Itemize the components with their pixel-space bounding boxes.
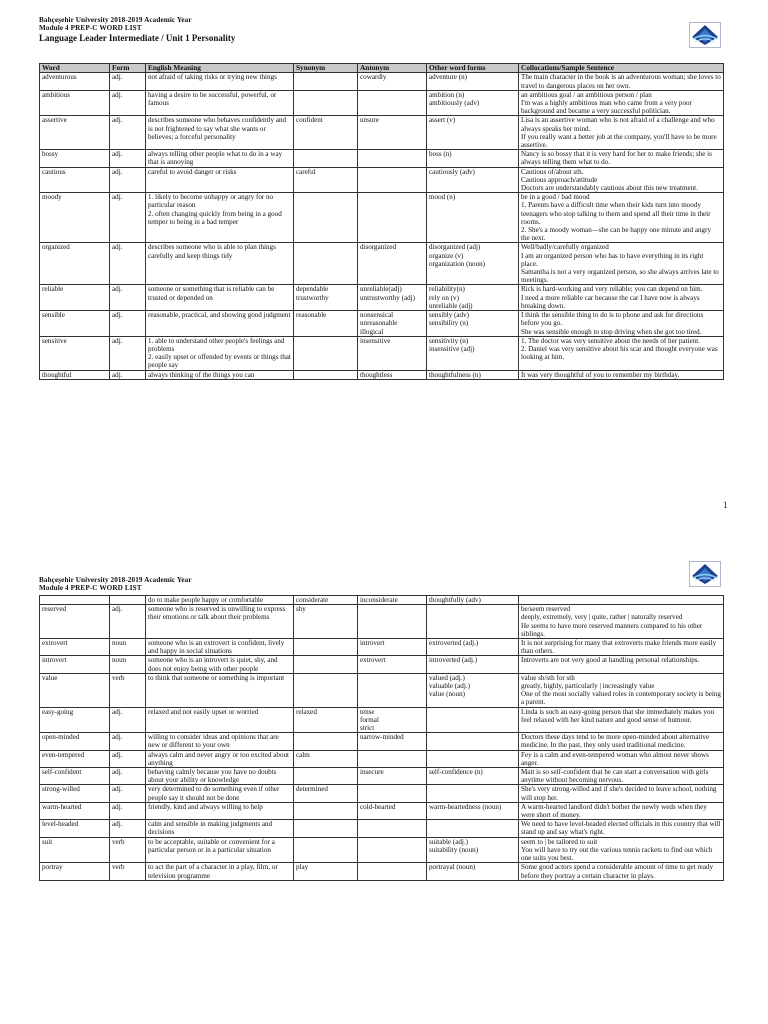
table-row: [40, 837, 724, 863]
table-row: [40, 193, 724, 243]
word-cell: assertive: [40, 116, 110, 150]
form-cell: noun: [110, 656, 146, 673]
form-cell: adj.: [110, 820, 146, 837]
sample-sentence-cell: Doctors these days tend to be more open-minded about alternative medicine. In the past, they only used traditional medicine.: [519, 733, 724, 750]
form-cell: adj.: [110, 116, 146, 150]
sample-sentence-cell: Some good actors spend a considerable amount of time to get ready before they portray a certain character in plays.: [519, 863, 724, 880]
synonym-cell: calm: [294, 750, 358, 767]
synonym-cell: [294, 90, 358, 116]
sample-sentence-cell: She's very strong-willed and if she's decided to leave school, nothing will stop her.: [519, 785, 724, 802]
page-header: [39, 16, 235, 43]
table-row: [40, 116, 724, 150]
meaning-cell: relaxed and not easily upset or worried: [146, 707, 294, 733]
antonym-cell: [358, 673, 427, 707]
antonym-cell: unreliable(adj) untrustworthy (adj): [358, 285, 427, 311]
form-cell: adj.: [110, 150, 146, 167]
meaning-cell: 1. likely to become unhappy or angry for no particular reason 2. often changing quickly from being in a good temper to being in a bad temper: [146, 193, 294, 243]
word-cell: organized: [40, 243, 110, 285]
other-forms-cell: [427, 785, 519, 802]
sample-sentence-cell: an ambitious goal / an ambitious person / plan I'm was a highly ambitious man who came from a very poor background and became a very successful politician.: [519, 90, 724, 116]
form-cell: adj.: [110, 90, 146, 116]
antonym-cell: cowardly: [358, 73, 427, 90]
antonym-cell: [358, 820, 427, 837]
table-row: [40, 639, 724, 656]
form-cell: adj.: [110, 802, 146, 819]
meaning-cell: friendly, kind and always willing to help: [146, 802, 294, 819]
meaning-cell: someone who is reserved is unwilling to express their emotions or talk about their problems: [146, 605, 294, 639]
sample-sentence-cell: Linda is such an easy-going person that she immediately makes you feel relaxed with her kind nature and good sense of humour.: [519, 707, 724, 733]
form-cell: adj.: [110, 707, 146, 733]
other-forms-cell: [427, 750, 519, 767]
meaning-cell: careful to avoid danger or risks: [146, 167, 294, 193]
university-logo-icon: [689, 22, 721, 48]
meaning-cell: willing to consider ideas and opinions that are new or different to your own: [146, 733, 294, 750]
word-list-table: [39, 63, 724, 380]
synonym-cell: careful: [294, 167, 358, 193]
column-header: Word: [40, 64, 110, 73]
other-forms-cell: introverted (adj.): [427, 656, 519, 673]
sample-sentence-cell: be in a good / bad mood 1. Parents have a difficult time when their kids turn into moody teenagers who stop talking to them and spend all their time in their rooms. 2. She's a moody woman—she can be happy one minute and angry the next.: [519, 193, 724, 243]
word-cell: self-confident: [40, 768, 110, 785]
word-cell: reliable: [40, 285, 110, 311]
word-cell: moody: [40, 193, 110, 243]
antonym-cell: [358, 90, 427, 116]
antonym-cell: introvert: [358, 639, 427, 656]
antonym-cell: insensitive: [358, 336, 427, 370]
table-row: [40, 596, 724, 605]
antonym-cell: [358, 750, 427, 767]
antonym-cell: insecure: [358, 768, 427, 785]
module-line: Module 4 PREP-C WORD LIST: [39, 584, 142, 593]
table-row: [40, 370, 724, 379]
other-forms-cell: cautiously (adv): [427, 167, 519, 193]
word-list-table: [39, 595, 724, 881]
meaning-cell: always calm and never angry or too excited about anything: [146, 750, 294, 767]
antonym-cell: disorganized: [358, 243, 427, 285]
other-forms-cell: sensibly (adv) sensibility (n): [427, 311, 519, 337]
meaning-cell: to think that someone or something is important: [146, 673, 294, 707]
other-forms-cell: ambition (n) ambitiously (adv): [427, 90, 519, 116]
form-cell: adj.: [110, 336, 146, 370]
antonym-cell: inconsiderate: [358, 596, 427, 605]
word-cell: ambitious: [40, 90, 110, 116]
other-forms-cell: valued (adj.) valuable (adj.) value (noun): [427, 673, 519, 707]
synonym-cell: [294, 150, 358, 167]
word-cell: [40, 596, 110, 605]
synonym-cell: considerate: [294, 596, 358, 605]
table-row: [40, 150, 724, 167]
column-header: Form: [110, 64, 146, 73]
meaning-cell: someone who is an extrovert is confident, lively and happy in social situations: [146, 639, 294, 656]
sample-sentence-cell: A warm-hearted landlord didn't bother the newly weds when they were short of money.: [519, 802, 724, 819]
other-forms-cell: sensitivity (n) insensitive (adj): [427, 336, 519, 370]
word-cell: reserved: [40, 605, 110, 639]
synonym-cell: relaxed: [294, 707, 358, 733]
meaning-cell: having a desire to be successful, powerful, or famous: [146, 90, 294, 116]
column-header: English Meaning: [146, 64, 294, 73]
synonym-cell: confident: [294, 116, 358, 150]
synonym-cell: [294, 656, 358, 673]
other-forms-cell: mood (n): [427, 193, 519, 243]
form-cell: adj.: [110, 733, 146, 750]
sample-sentence-cell: Rick is hard-working and very reliable; you can depend on him. I need a more reliable car because the car I have now is always breaking down.: [519, 285, 724, 311]
synonym-cell: [294, 73, 358, 90]
form-cell: verb: [110, 863, 146, 880]
synonym-cell: shy: [294, 605, 358, 639]
table-row: [40, 863, 724, 880]
page-header: [39, 576, 192, 593]
column-header: Antonym: [358, 64, 427, 73]
column-header: Synonym: [294, 64, 358, 73]
form-cell: noun: [110, 639, 146, 656]
other-forms-cell: [427, 605, 519, 639]
table-row: [40, 820, 724, 837]
table-row: [40, 656, 724, 673]
meaning-cell: describes someone who behaves confidently and is not frightened to say what she wants or believes; a forceful personality: [146, 116, 294, 150]
form-cell: adj.: [110, 167, 146, 193]
sample-sentence-cell: be/seem reserved deeply, extremely, very | quite, rather | naturally reserved He seems to have more reserved manners compared to his other siblings.: [519, 605, 724, 639]
other-forms-cell: [427, 707, 519, 733]
synonym-cell: [294, 837, 358, 863]
document-page-2: [0, 555, 768, 1024]
antonym-cell: [358, 837, 427, 863]
synonym-cell: [294, 370, 358, 379]
antonym-cell: extrovert: [358, 656, 427, 673]
column-header: Other word forms: [427, 64, 519, 73]
other-forms-cell: thoughtfully (adv): [427, 596, 519, 605]
other-forms-cell: thoughtfulness (n): [427, 370, 519, 379]
word-cell: introvert: [40, 656, 110, 673]
form-cell: adj.: [110, 370, 146, 379]
meaning-cell: behaving calmly because you have no doubts about your ability or knowledge: [146, 768, 294, 785]
meaning-cell: describes someone who is able to plan things carefully and keep things tidy: [146, 243, 294, 285]
word-cell: extrovert: [40, 639, 110, 656]
synonym-cell: [294, 193, 358, 243]
meaning-cell: always thinking of the things you can: [146, 370, 294, 379]
sample-sentence-cell: Cautious of/about sth. Cautious approach/attitude Doctors are understandably cautious about this new treatment.: [519, 167, 724, 193]
antonym-cell: [358, 150, 427, 167]
antonym-cell: [358, 167, 427, 193]
table-row: [40, 750, 724, 767]
other-forms-cell: suitable (adj.) suitability (noun): [427, 837, 519, 863]
meaning-cell: do to make people happy or comfortable: [146, 596, 294, 605]
form-cell: adj.: [110, 605, 146, 639]
sample-sentence-cell: We need to have level-headed elected officials in this country that will stand up and say what's right.: [519, 820, 724, 837]
word-cell: bossy: [40, 150, 110, 167]
synonym-cell: [294, 733, 358, 750]
page-number: 1: [723, 500, 728, 510]
table-row: [40, 285, 724, 311]
synonym-cell: [294, 802, 358, 819]
antonym-cell: [358, 863, 427, 880]
sample-sentence-cell: It was very thoughtful of you to remember my birthday.: [519, 370, 724, 379]
meaning-cell: someone or something that is reliable can be trusted or depended on: [146, 285, 294, 311]
sample-sentence-cell: Lisa is an assertive woman who is not afraid of a challenge and who always speaks her mind. If you really want a better job at the company, you'll have to be more assertive.: [519, 116, 724, 150]
antonym-cell: narrow-minded: [358, 733, 427, 750]
sample-sentence-cell: The main character in the book is an adventurous woman; she loves to travel to dangerous places on her own.: [519, 73, 724, 90]
meaning-cell: to act the part of a character in a play, film, or television programme: [146, 863, 294, 880]
form-cell: adj.: [110, 311, 146, 337]
table-row: [40, 90, 724, 116]
table-row: [40, 768, 724, 785]
antonym-cell: [358, 785, 427, 802]
table-row: [40, 733, 724, 750]
word-cell: adventurous: [40, 73, 110, 90]
form-cell: adj.: [110, 785, 146, 802]
sample-sentence-cell: [519, 596, 724, 605]
antonym-cell: nonsensical unreasonable illogical: [358, 311, 427, 337]
table-header-row: [40, 64, 724, 73]
sample-sentence-cell: seem to | be tailored to suit You will have to try out the various tennis rackets to find out which one suits you best.: [519, 837, 724, 863]
university-logo-icon: [689, 561, 721, 587]
word-cell: cautious: [40, 167, 110, 193]
table-row: [40, 167, 724, 193]
meaning-cell: 1. able to understand other people's feelings and problems 2. easily upset or offended by events or things that people say: [146, 336, 294, 370]
form-cell: adj.: [110, 285, 146, 311]
synonym-cell: determined: [294, 785, 358, 802]
sample-sentence-cell: It is not surprising for many that extroverts make friends more easily than others.: [519, 639, 724, 656]
meaning-cell: someone who is an introvert is quiet, shy, and does not enjoy being with other people: [146, 656, 294, 673]
antonym-cell: [358, 605, 427, 639]
synonym-cell: [294, 820, 358, 837]
form-cell: adj.: [110, 193, 146, 243]
table-row: [40, 605, 724, 639]
word-cell: open-minded: [40, 733, 110, 750]
meaning-cell: to be acceptable, suitable or convenient for a particular person or in a particular situation: [146, 837, 294, 863]
meaning-cell: always telling other people what to do in a way that is annoying: [146, 150, 294, 167]
synonym-cell: [294, 673, 358, 707]
sample-sentence-cell: I think the sensible thing to do is to phone and ask for directions before you go. She was sensible enough to stop driving when she got too tired.: [519, 311, 724, 337]
antonym-cell: unsure: [358, 116, 427, 150]
meaning-cell: calm and sensible in making judgments and decisions: [146, 820, 294, 837]
table-row: [40, 336, 724, 370]
word-cell: warm-hearted: [40, 802, 110, 819]
word-cell: portray: [40, 863, 110, 880]
other-forms-cell: self-confidence (n): [427, 768, 519, 785]
other-forms-cell: [427, 733, 519, 750]
word-cell: even-tempered: [40, 750, 110, 767]
table-row: [40, 802, 724, 819]
synonym-cell: dependable trustworthy: [294, 285, 358, 311]
module-line: Module 4 PREP-C WORD LIST: [39, 24, 142, 33]
form-cell: adj.: [110, 243, 146, 285]
other-forms-cell: assert (v): [427, 116, 519, 150]
sample-sentence-cell: value sb/sth for sth greatly, highly, particularly | increasingly value One of the most socially valued roles in contemporary society is being a parent.: [519, 673, 724, 707]
word-cell: suit: [40, 837, 110, 863]
other-forms-cell: adventure (n): [427, 73, 519, 90]
sample-sentence-cell: Well/badly/carefully organized I am an organized person who has to have everything in its right place. Samantha is not a very organized person, so she always arrives late to meetings.: [519, 243, 724, 285]
table-row: [40, 785, 724, 802]
synonym-cell: [294, 243, 358, 285]
synonym-cell: [294, 768, 358, 785]
word-cell: value: [40, 673, 110, 707]
university-line: Bahçeşehir University 2018-2019 Academic Year: [39, 576, 192, 584]
form-cell: verb: [110, 837, 146, 863]
university-line: Bahçeşehir University 2018-2019 Academic Year: [39, 16, 192, 24]
sample-sentence-cell: Nancy is so bossy that it is very hard for her to make friends; she is always telling them what to do.: [519, 150, 724, 167]
form-cell: adj.: [110, 750, 146, 767]
meaning-cell: reasonable, practical, and showing good judgment: [146, 311, 294, 337]
table-row: [40, 707, 724, 733]
other-forms-cell: extroverted (adj.): [427, 639, 519, 656]
word-cell: easy-going: [40, 707, 110, 733]
other-forms-cell: [427, 820, 519, 837]
sample-sentence-cell: Introverts are not very good at handling personal relationships.: [519, 656, 724, 673]
table-row: [40, 243, 724, 285]
unit-title: Language Leader Intermediate / Unit 1 Personality: [39, 32, 236, 43]
synonym-cell: [294, 639, 358, 656]
column-header: Collocations/Sample Sentence: [519, 64, 724, 73]
table-row: [40, 673, 724, 707]
word-cell: strong-willed: [40, 785, 110, 802]
antonym-cell: thoughtless: [358, 370, 427, 379]
form-cell: adj.: [110, 768, 146, 785]
synonym-cell: [294, 336, 358, 370]
word-cell: sensible: [40, 311, 110, 337]
antonym-cell: tense formal strict: [358, 707, 427, 733]
table-row: [40, 73, 724, 90]
synonym-cell: reasonable: [294, 311, 358, 337]
meaning-cell: very determined to do something even if other people say it should not be done: [146, 785, 294, 802]
sample-sentence-cell: Fey is a calm and even-tempered woman who almost never shows anger.: [519, 750, 724, 767]
table-row: [40, 311, 724, 337]
other-forms-cell: portrayal (noun): [427, 863, 519, 880]
synonym-cell: play: [294, 863, 358, 880]
antonym-cell: cold-hearted: [358, 802, 427, 819]
antonym-cell: [358, 193, 427, 243]
form-cell: [110, 596, 146, 605]
meaning-cell: not afraid of taking risks or trying new things: [146, 73, 294, 90]
sample-sentence-cell: Matt is so self-confident that he can start a conversation with girls anytime without becoming nervous.: [519, 768, 724, 785]
sample-sentence-cell: 1. The doctor was very sensitive about the needs of her patient. 2. Daniel was very sensitive about his scar and thought everyone was looking at him.: [519, 336, 724, 370]
word-cell: sensitive: [40, 336, 110, 370]
other-forms-cell: disorganized (adj) organize (v) organization (noun): [427, 243, 519, 285]
other-forms-cell: boss (n): [427, 150, 519, 167]
form-cell: adj.: [110, 73, 146, 90]
word-cell: thoughtful: [40, 370, 110, 379]
other-forms-cell: reliability(n) rely on (v) unreliable (adj): [427, 285, 519, 311]
form-cell: verb: [110, 673, 146, 707]
other-forms-cell: warm-heartedness (noun): [427, 802, 519, 819]
word-cell: level-headed: [40, 820, 110, 837]
